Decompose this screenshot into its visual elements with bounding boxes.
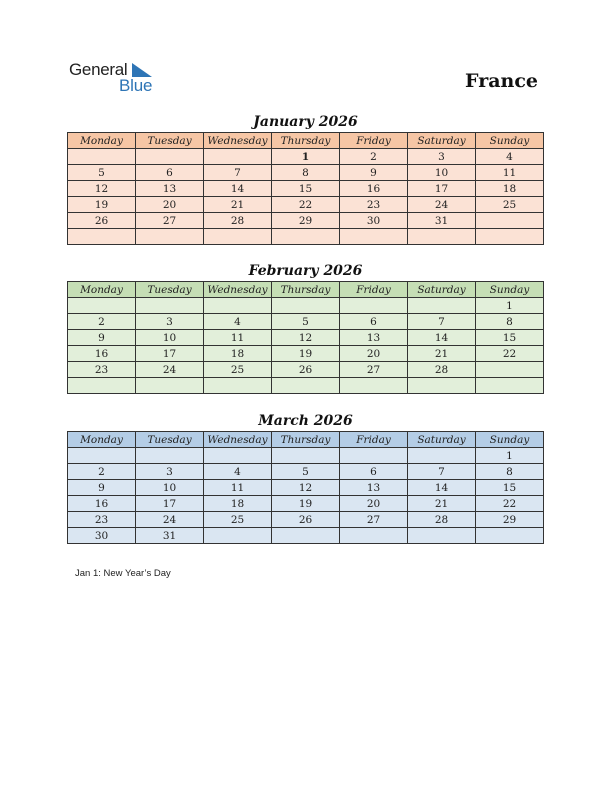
day-cell: 24 xyxy=(136,362,204,378)
month-title: January 2026 xyxy=(253,114,358,130)
day-cell: 29 xyxy=(476,512,544,528)
weekday-header: Tuesday xyxy=(136,282,204,298)
week-row xyxy=(68,378,544,394)
empty-day-cell xyxy=(476,229,544,245)
day-cell: 16 xyxy=(340,181,408,197)
day-cell: 25 xyxy=(204,512,272,528)
empty-day-cell xyxy=(476,362,544,378)
brand-logo xyxy=(69,60,179,100)
day-cell: 13 xyxy=(136,181,204,197)
day-cell: 21 xyxy=(204,197,272,213)
calendar-table xyxy=(67,281,544,394)
empty-day-cell xyxy=(136,378,204,394)
day-cell: 28 xyxy=(204,213,272,229)
day-cell: 6 xyxy=(340,314,408,330)
month-january xyxy=(67,112,544,245)
day-cell: 16 xyxy=(68,496,136,512)
week-row xyxy=(68,496,544,512)
week-row xyxy=(68,149,544,165)
day-cell: 15 xyxy=(476,330,544,346)
day-cell: 27 xyxy=(340,512,408,528)
empty-day-cell xyxy=(408,528,476,544)
day-cell: 19 xyxy=(272,346,340,362)
month-title: March 2026 xyxy=(258,413,353,429)
day-cell: 10 xyxy=(136,480,204,496)
day-cell: 11 xyxy=(204,330,272,346)
weekday-header: Sunday xyxy=(476,282,544,298)
day-cell: 1 xyxy=(476,448,544,464)
day-cell: 4 xyxy=(204,464,272,480)
week-row xyxy=(68,464,544,480)
day-cell: 12 xyxy=(68,181,136,197)
day-cell: 22 xyxy=(476,496,544,512)
day-cell: 21 xyxy=(408,496,476,512)
week-row xyxy=(68,330,544,346)
empty-day-cell xyxy=(68,378,136,394)
day-cell: 29 xyxy=(272,213,340,229)
day-cell: 25 xyxy=(476,197,544,213)
weekday-header: Thursday xyxy=(272,432,340,448)
empty-day-cell xyxy=(204,528,272,544)
day-cell: 30 xyxy=(68,528,136,544)
day-cell: 5 xyxy=(68,165,136,181)
day-cell: 7 xyxy=(408,314,476,330)
day-cell: 12 xyxy=(272,480,340,496)
empty-day-cell xyxy=(68,229,136,245)
empty-day-cell xyxy=(136,298,204,314)
weekday-header: Tuesday xyxy=(136,133,204,149)
empty-day-cell xyxy=(408,378,476,394)
day-cell: 19 xyxy=(272,496,340,512)
day-cell: 23 xyxy=(68,362,136,378)
empty-day-cell xyxy=(272,448,340,464)
day-cell: 26 xyxy=(272,512,340,528)
weekday-header: Monday xyxy=(68,282,136,298)
empty-day-cell xyxy=(476,213,544,229)
day-cell: 15 xyxy=(476,480,544,496)
country-title: France xyxy=(465,70,538,92)
day-cell: 17 xyxy=(136,346,204,362)
day-cell: 3 xyxy=(408,149,476,165)
month-february xyxy=(67,261,544,394)
week-row xyxy=(68,229,544,245)
day-cell: 31 xyxy=(136,528,204,544)
day-cell: 1 xyxy=(476,298,544,314)
empty-day-cell xyxy=(204,149,272,165)
weekday-header: Sunday xyxy=(476,133,544,149)
weekday-header: Saturday xyxy=(408,432,476,448)
week-row xyxy=(68,512,544,528)
day-cell: 22 xyxy=(272,197,340,213)
day-cell: 27 xyxy=(340,362,408,378)
week-row xyxy=(68,213,544,229)
week-row xyxy=(68,480,544,496)
day-cell: 8 xyxy=(476,464,544,480)
day-cell: 17 xyxy=(408,181,476,197)
weekday-header: Wednesday xyxy=(204,282,272,298)
day-cell: 20 xyxy=(136,197,204,213)
day-cell: 25 xyxy=(204,362,272,378)
day-cell: 22 xyxy=(476,346,544,362)
day-cell: 1 xyxy=(272,149,340,165)
day-cell: 6 xyxy=(136,165,204,181)
day-cell: 9 xyxy=(340,165,408,181)
weekday-header: Tuesday xyxy=(136,432,204,448)
brand-word-blue: Blue xyxy=(119,76,153,95)
empty-day-cell xyxy=(136,448,204,464)
day-cell: 18 xyxy=(476,181,544,197)
day-cell: 28 xyxy=(408,512,476,528)
empty-day-cell xyxy=(204,378,272,394)
empty-day-cell xyxy=(340,229,408,245)
weekday-header: Monday xyxy=(68,432,136,448)
brand-word-general: General xyxy=(69,60,128,79)
empty-day-cell xyxy=(204,298,272,314)
day-cell: 16 xyxy=(68,346,136,362)
day-cell: 21 xyxy=(408,346,476,362)
day-cell: 20 xyxy=(340,346,408,362)
week-row xyxy=(68,181,544,197)
weekday-header: Friday xyxy=(340,282,408,298)
week-row xyxy=(68,298,544,314)
empty-day-cell xyxy=(272,298,340,314)
week-row xyxy=(68,197,544,213)
week-row xyxy=(68,528,544,544)
day-cell: 3 xyxy=(136,314,204,330)
empty-day-cell xyxy=(408,229,476,245)
week-row xyxy=(68,346,544,362)
week-row xyxy=(68,362,544,378)
empty-day-cell xyxy=(68,298,136,314)
weekday-header: Wednesday xyxy=(204,133,272,149)
empty-day-cell xyxy=(408,448,476,464)
day-cell: 26 xyxy=(272,362,340,378)
day-cell: 23 xyxy=(340,197,408,213)
weekday-header: Sunday xyxy=(476,432,544,448)
empty-day-cell xyxy=(136,149,204,165)
weekday-header-row xyxy=(68,282,544,298)
day-cell: 26 xyxy=(68,213,136,229)
weekday-header-row xyxy=(68,432,544,448)
day-cell: 31 xyxy=(408,213,476,229)
weekday-header: Wednesday xyxy=(204,432,272,448)
day-cell: 18 xyxy=(204,346,272,362)
week-row xyxy=(68,314,544,330)
empty-day-cell xyxy=(340,298,408,314)
weekday-header: Thursday xyxy=(272,133,340,149)
day-cell: 2 xyxy=(68,314,136,330)
weekday-header-row xyxy=(68,133,544,149)
empty-day-cell xyxy=(136,229,204,245)
day-cell: 10 xyxy=(136,330,204,346)
calendar-table xyxy=(67,132,544,245)
empty-day-cell xyxy=(272,229,340,245)
week-row xyxy=(68,448,544,464)
empty-day-cell xyxy=(204,229,272,245)
day-cell: 2 xyxy=(340,149,408,165)
day-cell: 7 xyxy=(204,165,272,181)
day-cell: 24 xyxy=(408,197,476,213)
empty-day-cell xyxy=(68,448,136,464)
holiday-note: Jan 1: New Year’s Day xyxy=(75,568,171,579)
day-cell: 13 xyxy=(340,480,408,496)
empty-day-cell xyxy=(340,448,408,464)
weekday-header: Thursday xyxy=(272,282,340,298)
empty-day-cell xyxy=(476,378,544,394)
day-cell: 28 xyxy=(408,362,476,378)
day-cell: 19 xyxy=(68,197,136,213)
day-cell: 10 xyxy=(408,165,476,181)
day-cell: 15 xyxy=(272,181,340,197)
day-cell: 8 xyxy=(272,165,340,181)
month-title: February 2026 xyxy=(248,263,363,279)
week-row xyxy=(68,165,544,181)
month-march xyxy=(67,411,544,544)
day-cell: 14 xyxy=(204,181,272,197)
day-cell: 12 xyxy=(272,330,340,346)
day-cell: 6 xyxy=(340,464,408,480)
empty-day-cell xyxy=(340,378,408,394)
calendar-table xyxy=(67,431,544,544)
day-cell: 7 xyxy=(408,464,476,480)
weekday-header: Saturday xyxy=(408,133,476,149)
day-cell: 5 xyxy=(272,314,340,330)
day-cell: 20 xyxy=(340,496,408,512)
day-cell: 4 xyxy=(204,314,272,330)
day-cell: 9 xyxy=(68,480,136,496)
day-cell: 4 xyxy=(476,149,544,165)
day-cell: 30 xyxy=(340,213,408,229)
empty-day-cell xyxy=(476,528,544,544)
empty-day-cell xyxy=(340,528,408,544)
weekday-header: Friday xyxy=(340,432,408,448)
day-cell: 14 xyxy=(408,330,476,346)
day-cell: 14 xyxy=(408,480,476,496)
day-cell: 27 xyxy=(136,213,204,229)
day-cell: 24 xyxy=(136,512,204,528)
day-cell: 9 xyxy=(68,330,136,346)
day-cell: 17 xyxy=(136,496,204,512)
day-cell: 23 xyxy=(68,512,136,528)
day-cell: 11 xyxy=(204,480,272,496)
day-cell: 11 xyxy=(476,165,544,181)
day-cell: 8 xyxy=(476,314,544,330)
day-cell: 3 xyxy=(136,464,204,480)
weekday-header: Saturday xyxy=(408,282,476,298)
weekday-header: Friday xyxy=(340,133,408,149)
empty-day-cell xyxy=(272,378,340,394)
day-cell: 18 xyxy=(204,496,272,512)
empty-day-cell xyxy=(204,448,272,464)
day-cell: 2 xyxy=(68,464,136,480)
weekday-header: Monday xyxy=(68,133,136,149)
empty-day-cell xyxy=(68,149,136,165)
empty-day-cell xyxy=(408,298,476,314)
empty-day-cell xyxy=(272,528,340,544)
day-cell: 5 xyxy=(272,464,340,480)
day-cell: 13 xyxy=(340,330,408,346)
